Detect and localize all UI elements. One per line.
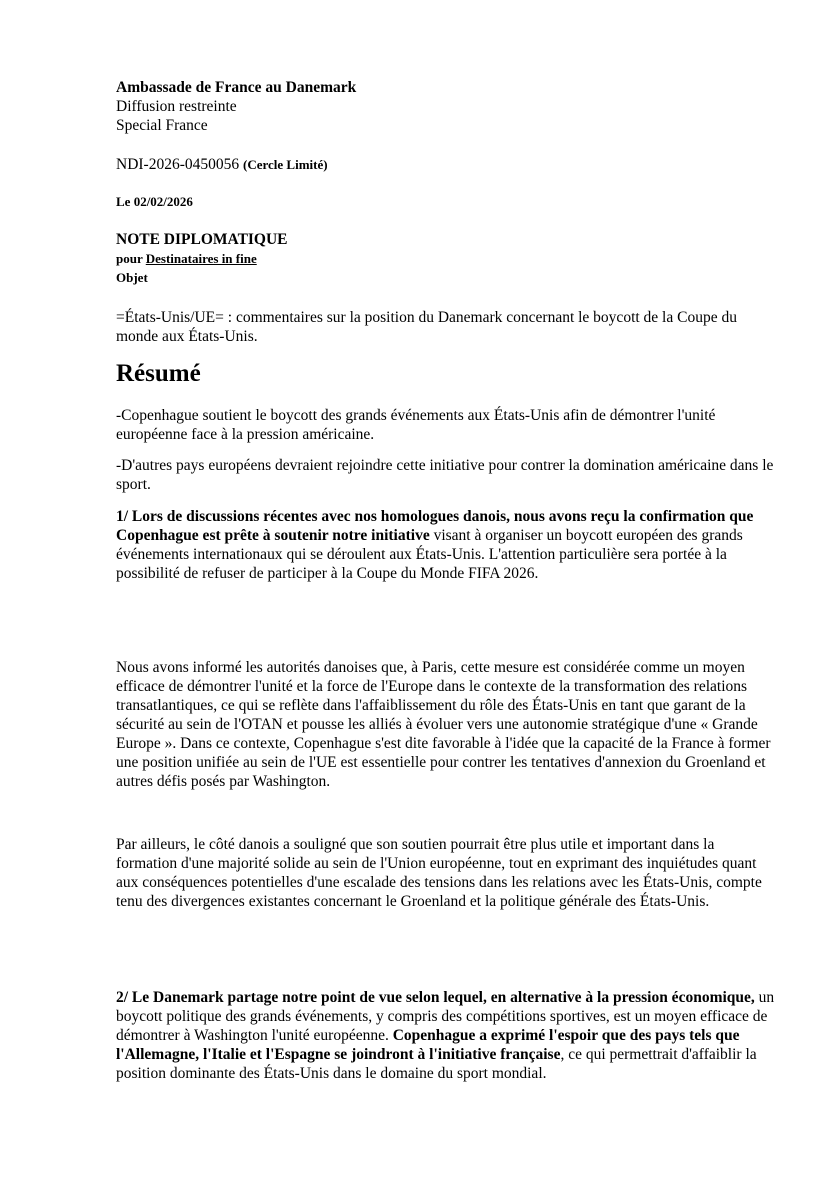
emphasis-text: l'Allemagne, l'Italie et l'Espagne se joindront à l'initiative française <box>116 1046 561 1063</box>
text-line: formation d'une majorité solide au sein de l'Union européenne, tout en exprimant des inquiétudes quant <box>116 855 757 872</box>
summary-heading: Résumé <box>116 360 201 387</box>
text-fragment: visant à organiser un boycott européen des grands <box>429 527 743 544</box>
text-line: -D'autres pays européens devraient rejoindre cette initiative pour contrer la domination américaine dans le <box>116 457 774 474</box>
paragraph-2 <box>116 658 786 791</box>
pour-label: pour <box>116 251 143 266</box>
text-line: européenne face à la pression américaine. <box>116 426 375 443</box>
text-line: Nous avons informé les autorités danoises que, à Paris, cette mesure est considérée comme un moyen <box>116 659 745 676</box>
reference-circle: (Cercle Limité) <box>243 157 328 172</box>
text-line: sécurité au sein de l'OTAN et pousse les alliés à évoluer vers une autonomie stratégique d'une « Grande <box>116 716 758 733</box>
text-line: 1/ Lors de discussions récentes avec nos homologues danois, nous avons reçu la confirmation que <box>116 508 754 525</box>
reference-number: NDI-2026-0450056 <box>116 156 240 173</box>
subject <box>116 308 786 346</box>
text-line: -Copenhague soutient le boycott des grands événements aux États-Unis afin de démontrer l'unité <box>116 407 716 424</box>
special-label: Special France <box>116 117 208 134</box>
text-line: une position unifiée au sein de l'UE est essentielle pour contrer les tentatives d'annexion du Groenland et <box>116 754 766 771</box>
subject-line: monde aux États-Unis. <box>116 328 258 345</box>
text-fragment: démontrer à Washington l'unité européenne. <box>116 1027 393 1044</box>
text-line: aux conséquences potentielles d'une escalade des tensions dans les relations avec les États-Unis, compte <box>116 874 762 891</box>
section-1 <box>116 507 786 583</box>
text-fragment: , ce qui permettrait d'affaiblir la <box>560 1046 757 1063</box>
text-line: possibilité de refuser de participer à la Coupe du Monde FIFA 2026. <box>116 565 539 582</box>
subject-line: =États-Unis/UE= : commentaires sur la position du Danemark concernant le boycott de la Coupe du <box>116 309 737 326</box>
emphasis-text: Copenhague est prête à soutenir notre initiative <box>116 527 430 544</box>
note-title: NOTE DIPLOMATIQUE <box>116 231 288 248</box>
note-header <box>116 230 786 287</box>
reference-line <box>116 155 786 174</box>
summary-section <box>116 360 786 388</box>
text-line: Europe ». Dans ce contexte, Copenhague s'est dite favorable à l'idée que la capacité de la France à former <box>116 735 771 752</box>
text-fragment: un <box>754 989 775 1006</box>
document-date: Le 02/02/2026 <box>116 194 193 209</box>
letterhead <box>116 78 786 135</box>
text-line: sport. <box>116 476 151 493</box>
diffusion-label: Diffusion restreinte <box>116 98 237 115</box>
text-line: événements internationaux qui se déroulent aux États-Unis. L'attention particulière sera portée à la <box>116 546 727 563</box>
text-line: boycott politique des grands événements, y compris des compétitions sportives, est un moyen efficace de <box>116 1008 768 1025</box>
summary-point-1 <box>116 406 786 444</box>
summary-point-2 <box>116 456 786 494</box>
emphasis-text: Copenhague a exprimé l'espoir que des pays tels que <box>392 1027 740 1044</box>
emphasis-text: 2/ Le Danemark partage notre point de vue selon lequel, en alternative à la pression économique, <box>116 989 755 1006</box>
text-line: transatlantiques, ce qui se reflète dans l'affaiblissement du rôle des États-Unis en tant que garant de la <box>116 697 746 714</box>
objet-label: Objet <box>116 270 148 285</box>
text-line: autres défis posés par Washington. <box>116 773 331 790</box>
section-2 <box>116 988 786 1083</box>
text-line: tenu des divergences existantes concernant le Groenland et la politique générale des États-Unis. <box>116 893 710 910</box>
text-line: position dominante des États-Unis dans le domaine du sport mondial. <box>116 1065 547 1082</box>
recipients-label: Destinataires in fine <box>145 251 257 266</box>
text-line: efficace de démontrer l'unité et la force de l'Europe dans le contexte de la transformation des relations <box>116 678 748 695</box>
paragraph-3 <box>116 835 786 911</box>
text-line: Par ailleurs, le côté danois a souligné que son soutien pourrait être plus utile et important dans la <box>116 836 715 853</box>
embassy-name: Ambassade de France au Danemark <box>116 79 357 96</box>
